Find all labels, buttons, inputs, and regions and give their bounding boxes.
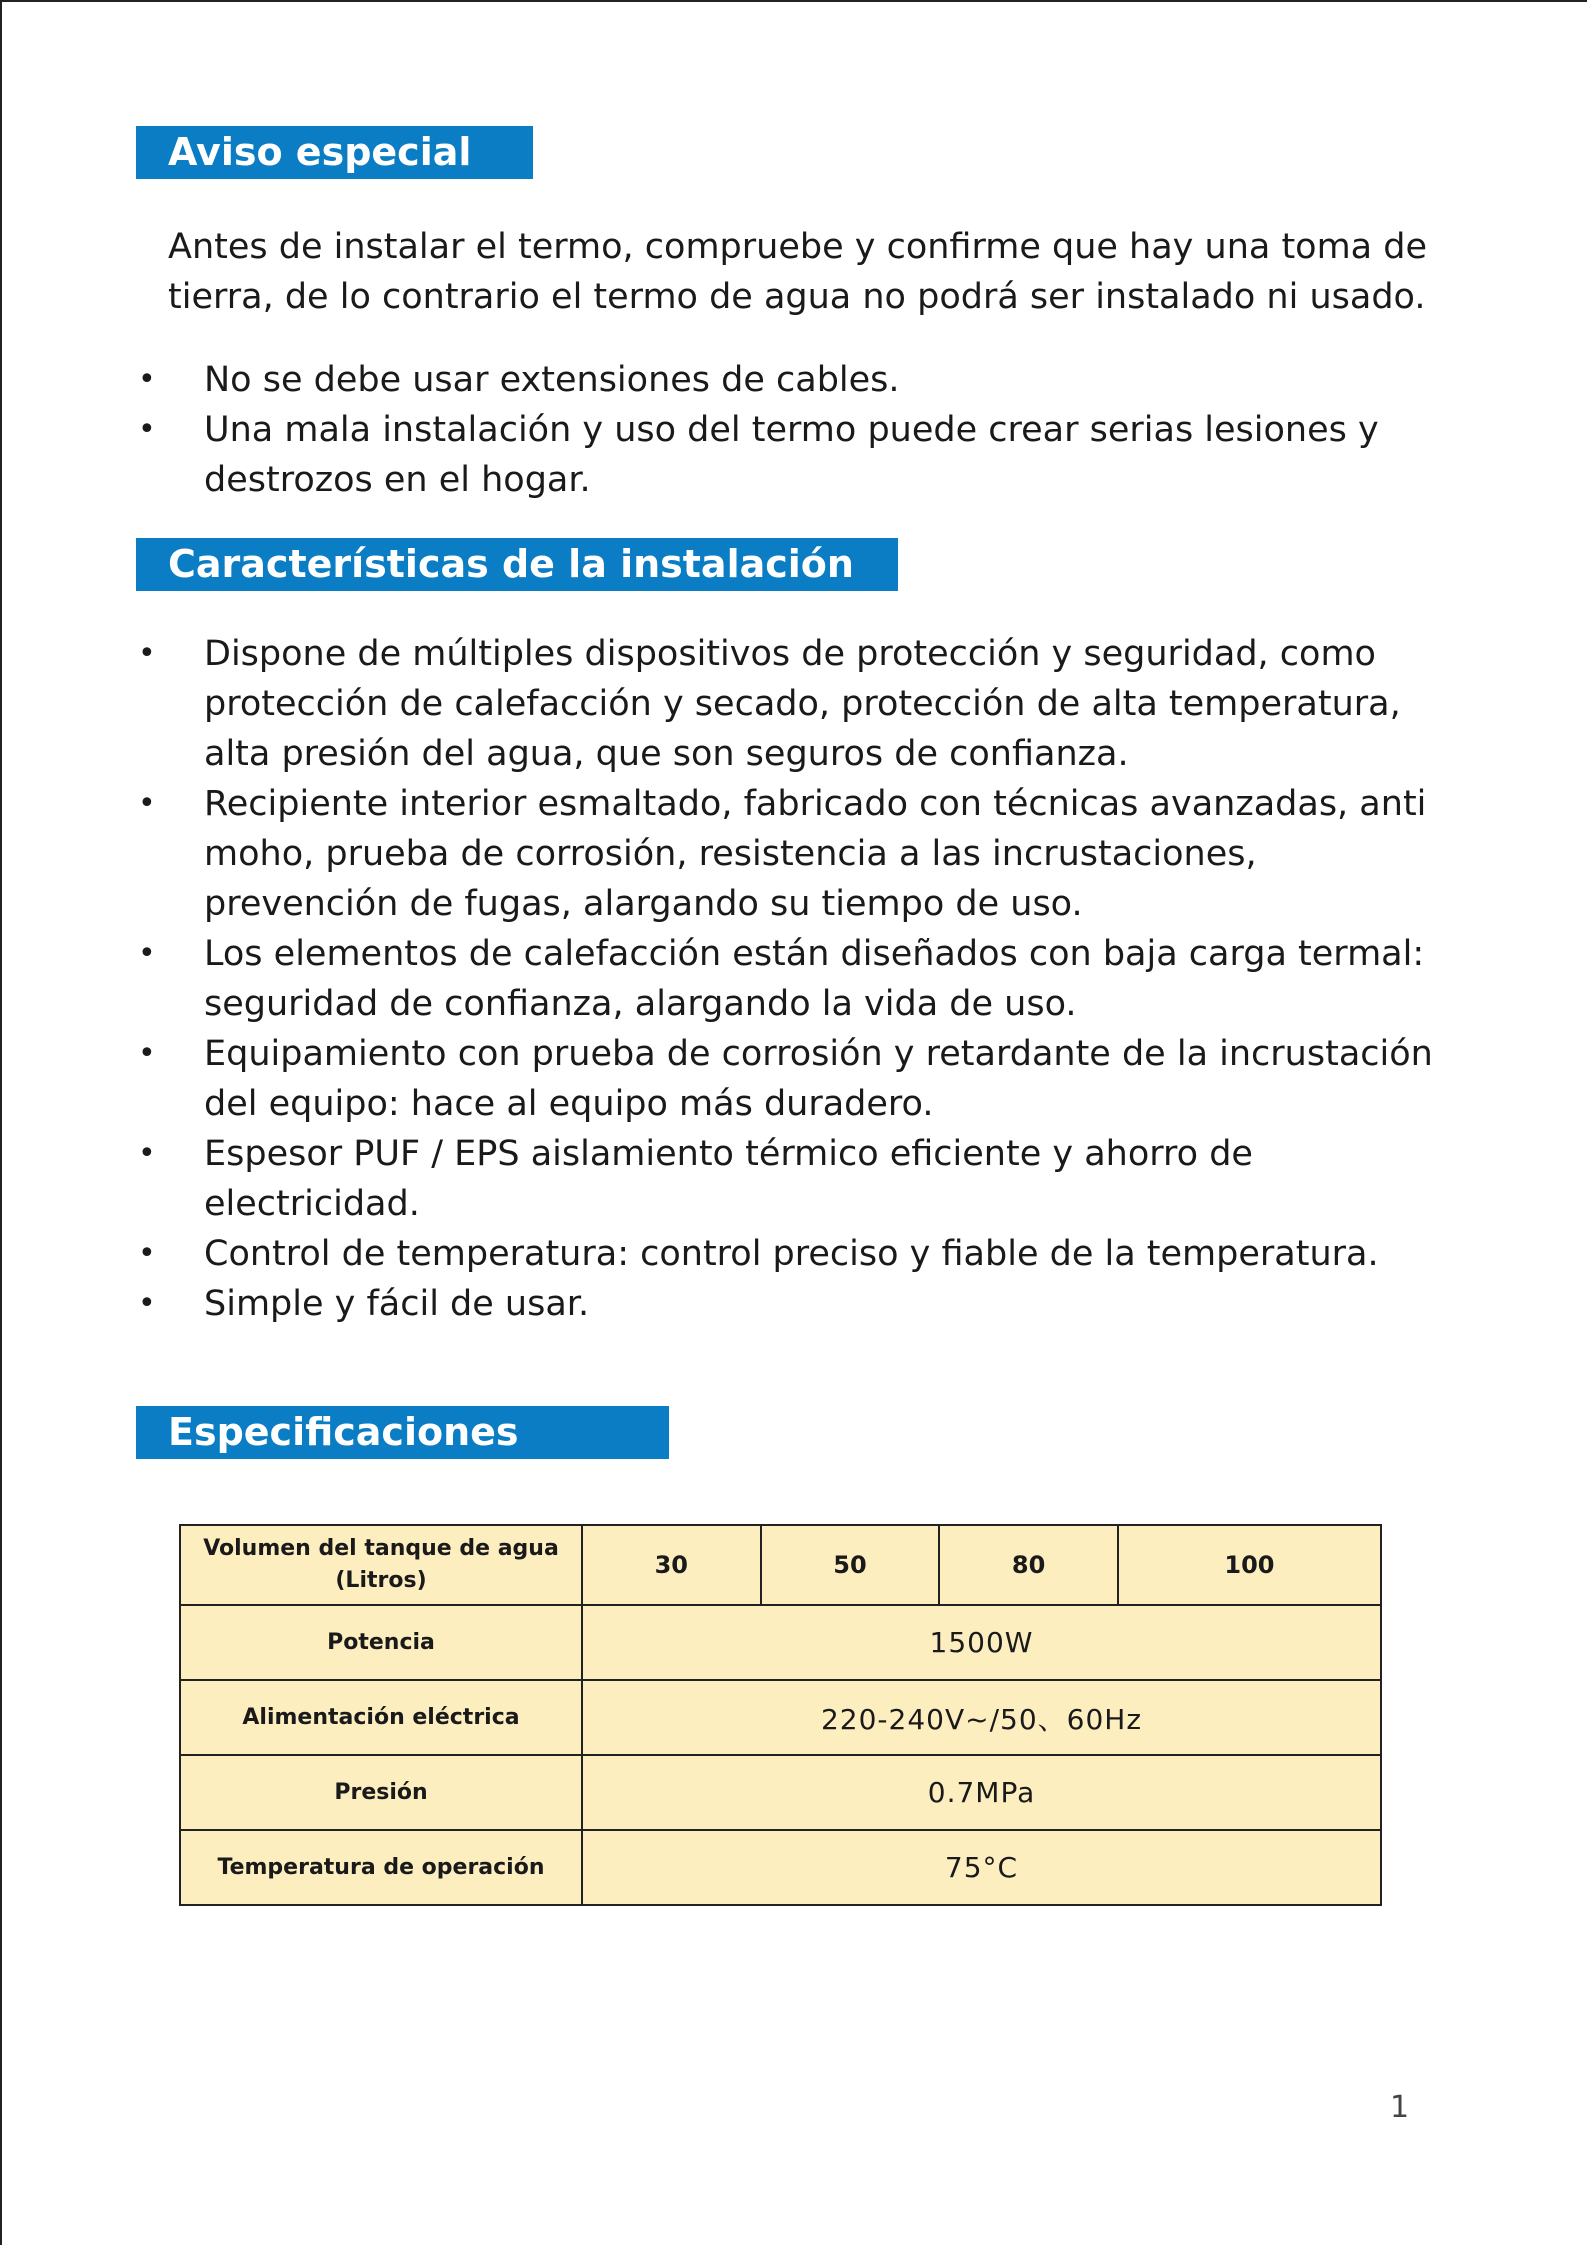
table-row xyxy=(180,1755,1381,1830)
list-item-text: Espesor PUF / EPS aislamiento térmico eficiente y ahorro de electricidad. xyxy=(204,1134,1253,1224)
section-title-aviso: Aviso especial xyxy=(136,126,533,179)
table-cell-value: 1500W xyxy=(582,1605,1381,1680)
list-item-text: Simple y fácil de usar. xyxy=(204,1284,590,1324)
list-item-text: Dispone de múltiples dispositivos de protección y seguridad, como protección de calefacción y secado, protección de alta temperatura, alta presión del agua, que son seguros de confianza. xyxy=(204,634,1401,774)
list-item-text: Equipamiento con prueba de corrosión y retardante de la incrustación del equipo: hace al equipo más duradero. xyxy=(204,1034,1433,1124)
list-item-text: No se debe usar extensiones de cables. xyxy=(204,360,900,400)
table-cell-value: 0.7MPa xyxy=(582,1755,1381,1830)
bullet-icon: • xyxy=(138,936,156,971)
table-cell-value: 75°C xyxy=(582,1830,1381,1905)
table-cell-volume-label: Volumen del tanque de agua (Litros) xyxy=(180,1525,582,1605)
list-item xyxy=(130,929,1460,1029)
list-item xyxy=(130,355,1460,405)
table-cell-volume: 30 xyxy=(582,1525,761,1605)
list-item xyxy=(130,1129,1460,1229)
list-item xyxy=(130,629,1460,779)
list-item xyxy=(130,1229,1460,1279)
table-row xyxy=(180,1525,1381,1605)
bullet-icon: • xyxy=(138,1136,156,1171)
list-item xyxy=(130,405,1460,505)
bullet-icon: • xyxy=(138,1286,156,1321)
section-title-caracteristicas: Características de la instalación xyxy=(136,538,898,591)
table-cell-value: 220-240V~/50、60Hz xyxy=(582,1680,1381,1755)
table-cell-label: Alimentación eléctrica xyxy=(180,1680,582,1755)
table-cell-volume: 80 xyxy=(939,1525,1118,1605)
bullet-icon: • xyxy=(138,412,156,447)
list-item-text: Recipiente interior esmaltado, fabricado con técnicas avanzadas, anti moho, prueba de corrosión, resistencia a las incrustaciones, prevención de fugas, alargando su tiempo de uso. xyxy=(204,784,1427,924)
table-cell-label: Presión xyxy=(180,1755,582,1830)
table-cell-label: Temperatura de operación xyxy=(180,1830,582,1905)
specifications-table xyxy=(179,1524,1382,1906)
table-cell-volume: 100 xyxy=(1118,1525,1381,1605)
section-title-especificaciones: Especificaciones xyxy=(136,1406,669,1459)
bullet-icon: • xyxy=(138,786,156,821)
bullet-icon: • xyxy=(138,1036,156,1071)
list-item-text: Control de temperatura: control preciso y fiable de la temperatura. xyxy=(204,1234,1379,1274)
page-number: 1 xyxy=(1390,2090,1410,2125)
table-cell-volume: 50 xyxy=(761,1525,940,1605)
bullet-icon: • xyxy=(138,362,156,397)
bullet-icon: • xyxy=(138,1236,156,1271)
list-item xyxy=(130,1029,1460,1129)
table-row xyxy=(180,1680,1381,1755)
table-row xyxy=(180,1605,1381,1680)
table-row xyxy=(180,1830,1381,1905)
list-item xyxy=(130,1279,1460,1329)
table-cell-label: Potencia xyxy=(180,1605,582,1680)
list-item-text: Una mala instalación y uso del termo puede crear serias lesiones y destrozos en el hogar. xyxy=(204,410,1379,500)
caracteristicas-bullet-list xyxy=(130,629,1460,1329)
bullet-icon: • xyxy=(138,636,156,671)
aviso-paragraph: Antes de instalar el termo, compruebe y confirme que hay una toma de tierra, de lo contrario el termo de agua no podrá ser instalado ni usado. xyxy=(168,227,1428,317)
list-item xyxy=(130,779,1460,929)
list-item-text: Los elementos de calefacción están diseñados con baja carga termal: seguridad de confianza, alargando la vida de uso. xyxy=(204,934,1425,1024)
aviso-bullet-list xyxy=(130,355,1460,505)
